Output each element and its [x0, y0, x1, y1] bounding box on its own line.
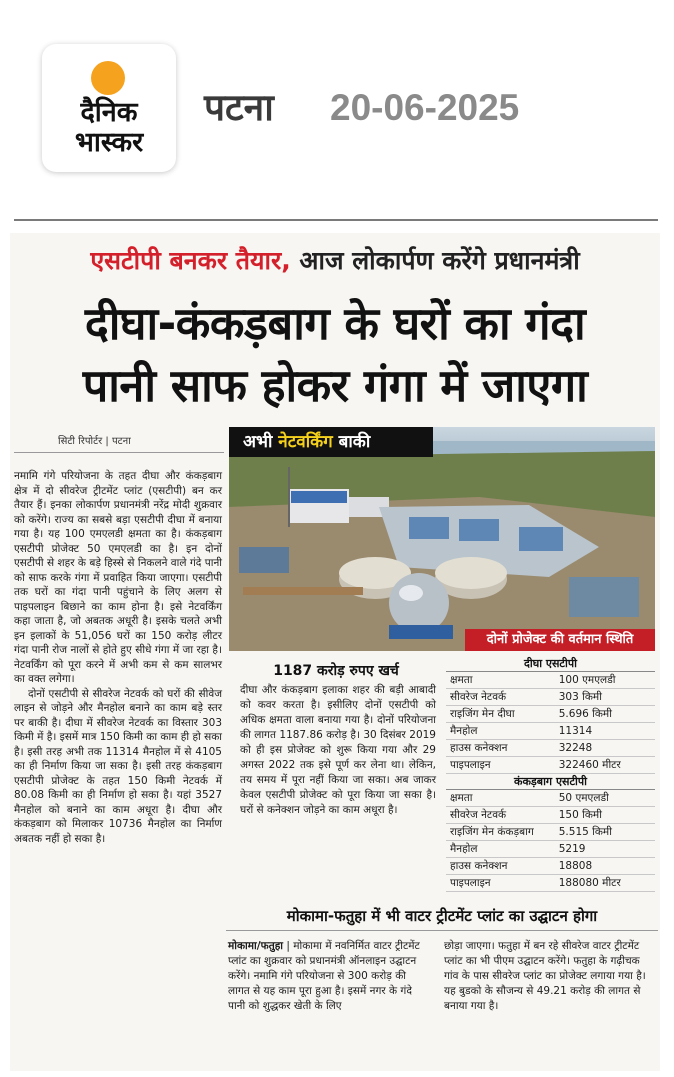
stat-label: सीवरेज नेटवर्क [450, 691, 507, 703]
table-row [446, 706, 655, 723]
photo-tag-highlight: नेटवर्किंग [278, 432, 333, 452]
stat-value: 5.515 किमी [558, 826, 612, 838]
stat-value: 5219 [558, 843, 586, 855]
cost-subheading: 1187 करोड़ रुपए खर्च [273, 663, 399, 679]
stp-photo-illustration [229, 427, 655, 651]
table-row [446, 858, 655, 875]
stat-label: मैनहोल [450, 725, 478, 737]
stat-label: पाइपलाइन [450, 759, 491, 771]
stat-value: 5.696 किमी [558, 708, 612, 720]
table-row [446, 740, 655, 757]
table-row [446, 824, 655, 841]
cost-paragraph: दीघा और कंकड़बाग इलाका शहर की बड़ी आबादी को कवर करता है। इसीलिए दोनों एसटीपी को अधिक क्षमता वाला बनाया गया है। दोनों परियोजना की लागत 1187.86 करोड़ है। 30 दिसंबर 2019 को ही इस प्रोजेक्ट को शुरू किया गया और 29 अगस्त 2022 तक इसे पूर्ण कर लेना था। लेकिन, तय समय में पूरा नहीं किया जा सका। अब जाकर केवल एसटीपी प्रोजेक्ट को पूरा किया जा सका है। घरों से कनेक्शन जोड़ने का काम अधूरा है। [240, 684, 436, 816]
stat-value: 18808 [558, 860, 593, 872]
stat-label: क्षमता [450, 674, 473, 686]
table-row [446, 875, 655, 892]
edition-date: 20-06-2025 [330, 87, 520, 128]
stat-label: क्षमता [450, 792, 473, 804]
mokama-story-left [228, 939, 430, 1014]
logo-text-line2: भास्कर [74, 127, 144, 158]
stat-value: 322460 मीटर [558, 759, 621, 771]
digha-stp-heading: दीघा एसटीपी [446, 656, 655, 672]
article-body-left-column [14, 469, 222, 846]
table-row [446, 723, 655, 740]
body-paragraph-1: नमामि गंगे परियोजना के तहत दीघा और कंकड़बाग क्षेत्र में दो सीवरेज ट्रीटमेंट प्लांट (एसटीपी) बन कर तैयार हैं। इनका लोकार्पण प्रधानमंत्री नरेंद्र मोदी शुक्रवार को करेंगे। राज्य का सबसे बड़ा एसटीपी दीघा में बनाया गया है। यह 100 एमएलडी क्षमता का है। कंकड़बाग एसटीपी प्रोजेक्ट 50 एमएलडी का है। इन दोनों एसटीपी से शहर के बड़े हिस्से से निकलने वाले गंदे पानी को साफ करके गंगा में प्रवाहित किया जाएगा। एसटीपी तक घरों का गंदा पानी पहुंचाने के लिए अलग से पाइपलाइन बिछाने का काम होना है। इसे नेटवर्किंग कहा जाता है, जो अबतक अधूरी है। इसके चलते अभी इन इलाकों के 51,056 घरों का 150 करोड़ लीटर गंदा पानी रोज नालों से होते हुए सीधे गंगा में जा रहा है। नेटवर्किंग को पूरा करने में अभी कम से कम सालभर का वक्त लगेगा। [14, 470, 222, 685]
dainik-bhaskar-logo [42, 44, 176, 172]
photo-caption: दोनों प्रोजेक्ट की वर्तमान स्थिति [465, 629, 655, 651]
bottom-story-divider [226, 930, 658, 931]
photo-tag-end: बाकी [332, 432, 371, 452]
photo-tag [229, 427, 433, 457]
byline: सिटी रिपोर्टर | पटना [58, 436, 131, 447]
stat-label: राइजिंग मेन दीघा [450, 708, 515, 720]
kankarbagh-stp-heading: कंकड़बाग एसटीपी [446, 774, 655, 790]
stat-label: हाउस कनेक्शन [450, 860, 508, 872]
mokama-byline: मोकामा/फतुहा [228, 940, 283, 952]
table-row [446, 689, 655, 706]
stat-value: 50 एमएलडी [558, 792, 609, 804]
stat-label: सीवरेज नेटवर्क [450, 809, 507, 821]
kicker-text: आज लोकार्पण करेंगे प्रधानमंत्री [290, 246, 580, 275]
edition-city: पटना [204, 86, 274, 129]
body-paragraph-2: दोनों एसटीपी से सीवरेज नेटवर्क को घरों की सीवेज लाइन से जोड़ने और मैनहोल बनाने का काम बड़े स्तर पर बाकी है। दीघा में सीवरेज नेटवर्क का विस्तार 303 किमी में है। इसमें मात्र 150 किमी का काम ही हो सका है। इसी तरह अभी तक 11314 मैनहोल में से 4105 का ही निर्माण किया जा सका है। इसी तरह कंकड़बाग एसटीपी प्रोजेक्ट के तहत 150 किमी नेटवर्क में 80.08 किमी का ही निर्माण हो सका है। यहां 3527 मैनहोल को बनाने का काम अधूरा है। दीघा और कंकड़बाग को मिलाकर 10736 मैनहोल का निर्माण अबतक नहीं हो सका है। [14, 687, 222, 845]
stat-value: 32248 [558, 742, 593, 754]
byline-divider [14, 452, 224, 453]
table-row [446, 672, 655, 689]
stat-label: राइजिंग मेन कंकड़बाग [450, 826, 534, 838]
kicker-highlight: एसटीपी बनकर तैयार, [90, 246, 291, 275]
stat-value: 150 किमी [558, 809, 602, 821]
header-divider [14, 219, 658, 221]
mokama-story-right: छोड़ा जाएगा। फतुहा में बन रहे सीवरेज वाटर ट्रीटमेंट प्लांट का भी पीएम उद्घाटन करेंगे। फतुहा के गढ़ीचक गांव के पास सीवरेज प्लांट का प्रोजेक्ट लगाया गया है। यह बुडको के सौजन्य से 49.21 करोड़ की लागत से बनाया गया है। [444, 940, 646, 1012]
table-row [446, 807, 655, 824]
table-row [446, 790, 655, 807]
photo-tag-text: अभी [243, 432, 279, 452]
sun-icon [91, 61, 125, 95]
newspaper-clipping [10, 233, 660, 1071]
stat-label: पाइपलाइन [450, 877, 491, 889]
logo-text-line1: दैनिक [80, 97, 138, 128]
table-row [446, 757, 655, 774]
stat-label: हाउस कनेक्शन [450, 742, 508, 754]
stat-value: 11314 [558, 725, 593, 737]
mokama-fatuha-heading: मोकामा-फतुहा में भी वाटर ट्रीटमेंट प्लांट का उद्घाटन होगा [286, 907, 598, 925]
table-row [446, 841, 655, 858]
stp-aerial-photo [229, 427, 655, 651]
stat-value: 100 एमएलडी [558, 674, 616, 686]
kicker [10, 245, 660, 277]
stat-value: 188080 मीटर [558, 877, 621, 889]
stat-value: 303 किमी [558, 691, 602, 703]
stat-label: मैनहोल [450, 843, 478, 855]
headline-line-1: दीघा-कंकड़बाग के घरों का गंदा [84, 297, 586, 350]
mokama-story-text: | मोकामा में नवनिर्मित वाटर ट्रीटमेंट प्लांट का शुक्रवार को प्रधानमंत्री ऑनलाइन उद्घाटन करेंगे। नमामि गंगे परियोजना से 300 करोड़ की लागत से यह काम पूरा हुआ है। इसमें नगर के गंदे पानी को शुद्धकर खेती के लिए [228, 940, 420, 1012]
stp-stats-table [446, 656, 655, 892]
headline-line-2: पानी साफ होकर गंगा में जाएगा [82, 359, 588, 412]
